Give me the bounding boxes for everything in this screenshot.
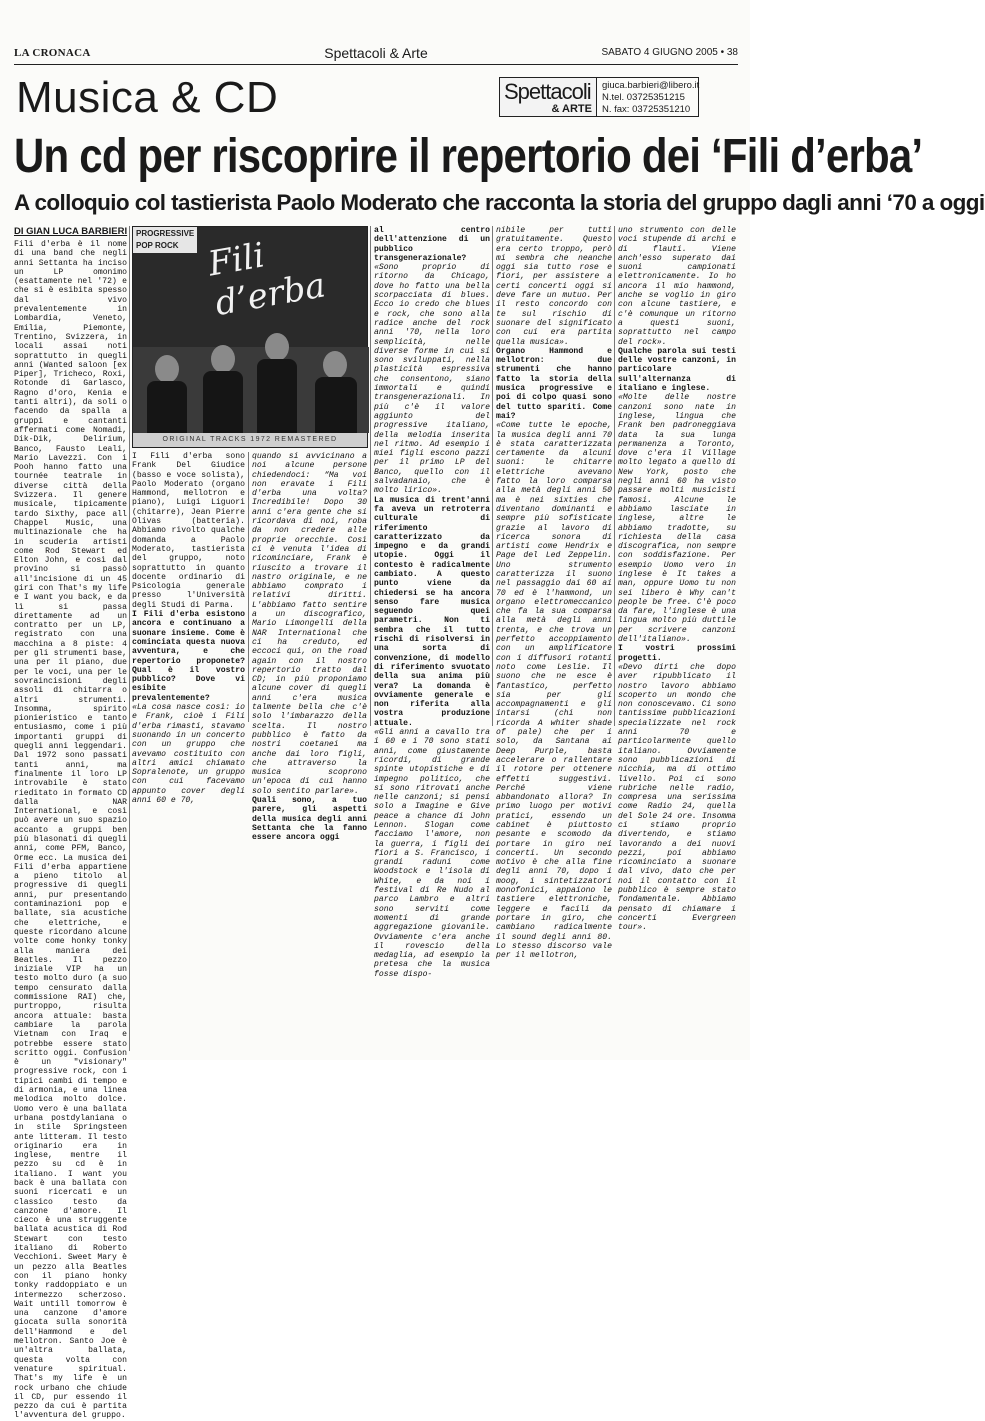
- contact-email[interactable]: giuca.barbieri@libero.it: [602, 80, 700, 91]
- article-paragraph: quando si avvicinano a noi alcune persone chiedendoci: “Ma voi non eravate i Fili d'erba una volta? Incredibile! Dopo 30 anni c'era gente che si ricordava di noi, roba da non credere alle proprie orecchie. Così ci è venuta l'idea di ricominciare, Frank è riuscito a trovare il nastro originale, e ne abbiamo comprato i relativi diritti. L'abbiamo fatto sentire a un discografico, Mario Limongelli della NAR International che ci ha creduto, ed eccoci qui, on the road again con il nostro repertorio tratto dal CD; in più proponiamo alcune cover di quegli anni c'era musica talmente bella che c'è solo l'imbarazzo della scelta. Il nostro pubblico è fatto da nostri coetanei ma anche dai loro figli, che attraverso la musica scoprono un'epoca di cui hanno solo sentito parlare».: [252, 452, 367, 796]
- article-paragraph: nibile per tutti gratuitamente. Questo era certo troppo, però mi sembra che neanche oggi sia tutto rose e fiori, per assistere a certi concerti oggi si deve fare un mutuo. Per il resto concordo con te sul rischio di suonare del significato con cui era partita quella musica».: [496, 226, 612, 347]
- interview-question: I Fili d'erba esistono ancora e continuano a suonare insieme. Come è cominciata questa nuova avventura, e che repertorio proponete? Qual è il vostro pubblico? Dove vi esibite prevalentemente?: [132, 610, 245, 703]
- article-paragraph: uno strumento con delle voci stupende di archi e di flauti. Viene anch'esso superato dai suoni campionati elettronicamente. Io ho ancora il mio hammond, anche se voglio in giro con alcune tastiere, e c'è comunque un ritorno a questi suoni, soprattutto nel campo del rock».: [618, 226, 736, 347]
- date-page: SABATO 4 GIUGNO 2005 • 38: [601, 47, 738, 58]
- column-divider: [614, 226, 615, 726]
- band-members-image: [133, 347, 369, 433]
- album-cover-photo: [132, 226, 368, 448]
- column-divider: [248, 452, 249, 722]
- article-paragraph: «La cosa nasce così: io e Frank, cioè i Fili d'erba rimasti, stavamo suonando in un concerto con un gruppo che avevamo costituito con altri amici chiamato Sopralenote, un gruppo con cui facevamo appunto cover degli anni 60 e 70,: [132, 703, 245, 805]
- column-divider: [492, 226, 493, 726]
- paper-name: LA CRONACA: [14, 47, 91, 59]
- article-column-6: [618, 226, 736, 933]
- article-column-3: [252, 452, 367, 843]
- interview-question: I vostri prossimi progetti.: [618, 644, 736, 663]
- article-paragraph: «Come tutte le epoche, la musica degli anni 70 è stata caratterizzata certamente da alcuni suoni: le chitarre elettriche avevano fatto la loro comparsa alla metà degli anni 50 ma è nei sixties che diventano dominanti e sempre più sofisticate grazie al lavoro di ricerca sonora di artisti come Hendrix e Page del Led Zeppelin. Uno strumento caratterizza il suono nel passaggio dai 60 ai 70 ed è l'hammond, un organo elettromeccanico che fa la sua comparsa alla metà degli anni trenta, e che trova un perfetto accoppiamento con un amplificatore con i diffusori rotanti noto come Leslie. Il suono che ne esce è fantastico, perfetto sia per gli accompagnamenti e gli intarsi (chi non ricorda A whiter shade of pale) che per i solo, da Santana ai Deep Purple, basta accelerare o rallentare il rotore per ottenere effetti suggestivi. Perché viene abbandonato allora? In primo luogo per motivi pratici, essendo un cabinet è piuttosto pesante e scomodo da portare in giro nei concerti. Un secondo motivo è che alla fine degli anni 70, dopo i moog, i sintetizzatori monofonici, appaiono le tastiere elettroniche, leggere e facili da portare in giro, che cambiano radicalmente il sound degli anni 80. Lo stesso discorso vale per il mellotron,: [496, 421, 612, 961]
- contact-tel: N.tel. 03725351215: [602, 92, 685, 103]
- article-paragraph: «Devo dirti che dopo aver ripubblicato il nostro lavoro abbiamo scoperto un mondo che non conoscevamo. Ci sono tantissime pubblicazioni specializzate nel rock anni 70 e particolarmente quello italiano. Ovviamente sono pubblicazioni di nicchia, ma di ottimo livello. Poi ci sono rubriche nelle radio, compresa una serissima come Radio 24, quella del Sole 24 ore. Insomma ci stiamo proprio divertendo, e stiamo lavorando a dei nuovi pezzi, poi abbiamo ricominciato a suonare dal vivo, dato che per noi il contatto con il pubblico è sempre stato fondamentale. Abbiamo pensato di chiamare i concerti Evergreen tour».: [618, 662, 736, 933]
- subheadline: A colloquio col tastierista Paolo Moderato che racconta la storia del gruppo dagli anni ‘70 a oggi: [14, 190, 985, 215]
- masthead-bar: [14, 45, 738, 65]
- column-divider: [370, 226, 371, 726]
- article-paragraph: «Sono proprio di ritorno da Chicago, dove ho fatto una bella scorpacciata di blues. Ecco io credo che blues e rock, che sono alla radice anche del rock anni '70, nella loro semplicità, nelle diverse forme in cui si sono sviluppati, nella plasticità espressiva che consentono, siano immortali e quindi transgenerazionali. In più c'è il valore aggiunto del progressive italiano, della melodia inserita nel ritmo. Ad esempio i miei figli escono pazzi per il primo LP del Banco, quello con il salvadanaio, che è molto lirico».: [374, 263, 490, 496]
- interview-question: Organo Hammond e mellotron: due strumenti che hanno fatto la storia della musica progressive e poi di colpo quasi sono del tutto spariti. Come mai?: [496, 346, 612, 421]
- contact-fax: N. fax: 03725351210: [602, 104, 691, 115]
- section-name: Spettacoli & Arte: [324, 45, 428, 61]
- headline: Un cd per riscoprire il repertorio dei ‘Fili d’erba’: [14, 128, 923, 183]
- section-title: Musica & CD: [16, 73, 279, 122]
- logo-line1: Spettacoli: [504, 79, 591, 104]
- cover-genre-label: PROGRESSIVE POP ROCK: [133, 227, 197, 253]
- article-column-2: [132, 452, 245, 805]
- article-column-5: [496, 226, 612, 961]
- article-column-1: [14, 240, 127, 1421]
- byline: DI GIAN LUCA BARBIERI: [14, 226, 128, 237]
- interview-question: La musica di trent'anni fa aveva un retroterra culturale di riferimento caratterizzato da impegno e da grandi utopie. Oggi il contesto è radicalmente cambiato. A questo punto viene da chiedersi se ha ancora senso fare musica seguendo quei parametri. Non ti sembra che il tutto rischi di risolversi in una sorta di convenzione, di modello di riferimento svuotato della sua anima più vera? La domanda è ovviamente generale e non riferita alla vostra produzione attuale.: [374, 495, 490, 728]
- cover-footer-label: ORIGINAL TRACKS 1972 REMASTERED: [133, 433, 367, 447]
- interview-question: al centro dell'attenzione di un pubblico transgenerazionale?: [374, 226, 490, 263]
- interview-question: Quali sono, a tuo parere, gli aspetti della musica degli anni Settanta che la fanno essere ancora oggi: [252, 795, 367, 843]
- section-logo: [499, 77, 597, 117]
- column-divider: [129, 226, 130, 1051]
- interview-question: Qualche parola sui testi delle vostre canzoni, in particolare sull'alternanza di italiano e inglese.: [618, 346, 736, 394]
- article-paragraph: «Gli anni a cavallo tra i 60 e i 70 sono stati anni, come giustamente ricordi, di grande spinte utopistiche e di impegno politico, che si sono ritrovati anche nelle canzoni; si pensi solo a Imagine e Give peace a chance di John Lennon. Slogan come facciamo l'amore, non la guerra, i figli dei fiori a S. Francisco, i grandi raduni come Woodstock e l'isola di White, e da noi i festival di Re Nudo al parco Lambro e altri sono serviti come momenti di grande aggregazione giovanile. Ovviamente c'era anche il rovescio della medaglia, ad esempio la pretesa che la musica fosse dispo-: [374, 728, 490, 979]
- cover-band-logo: Fili d’erba: [205, 235, 329, 324]
- article-paragraph: «Molte delle nostre canzoni sono nate in inglese, lingua che Frank ben padroneggiava data la sua lunga permanenza a Toronto, dove c'era il Village molto legato a quello di New York, posto che negli anni 60 ha visto passare molti musicisti famosi. Alcune le abbiamo lasciate in inglese, altre le abbiamo tradotte, su richiesta della casa discografica, non sempre con soddisfazione. Per esempio Uomo vero in inglese è It takes a man, oppure Uomo tu non sei libero è Why can't people be free. C'è poco da fare, l'inglese è una lingua molto più duttile per scrivere canzoni dell'italiano».: [618, 393, 736, 645]
- logo-line2: & ARTE: [551, 103, 592, 115]
- article-paragraph: I Fili d'erba sono Frank Del Giudice (basso e voce solista), Paolo Moderato (organo Hammond, mellotron e piano), Luigi Liguori (chitarre), Jean Pierre Olivas (batteria). Abbiamo rivolto qualche domanda a Paolo Moderato, tastierista del gruppo, noto soprattutto in quanto docente ordinario di Psicologia generale presso l'Università degli Studi di Parma.: [132, 452, 245, 610]
- contact-box: [597, 77, 699, 117]
- column-1-text: Fili d'erba è il nome di una band che negli anni Settanta ha inciso un LP omonimo (esattamente nel '72) e che si è esibita spesso dal vivo prevalentemente in Lombardia, Veneto, Emilia, Piemonte, Trentino, Svizzera, in locali assai noti soprattutto in quegli anni (Wanted saloon [ex Piper], Tricheco, Roxi, Rotonde di Garlasco, Ragno d'oro, Kenia e tanti altri), da soli o facendo da spalla a gruppi e cantanti affermati come Nomadi, Dik-Dik, Delirium, Banco, Fausto Leali, Mario Lavezzi. Con i Pooh hanno fatto una tournée teatrale in diverse città della Svizzera. Il genere musicale, tipicamente tardo Sixthy, pace all Chappel Music, una multinazionale che ha in scuderia artisti come Rod Stewart ed Elton John, e così dal provino si passò all'incisione di un 45 giri con That's my life e I want you back, e da lì si passa direttamente ad un contratto per un LP, registrato con una macchina a 8 piste: 4 per gli strumenti base, una per il piano, due per le voci, una per le sovraincisioni degli assoli di chitarra o altri strumenti. Insomma, spirito pionieristico e tanto entusiasmo, come i più importanti gruppi di quegli anni leggendari. Dal 1972 sono passati tanti anni, ma finalmente il loro LP introvabile è stato rieditato in formato CD dalla NAR International, e così può avere un suo spazio accanto a gruppi ben più blasonati di quegli anni, come PFM, Banco, Orme ecc. La musica dei Fili d'erba appartiene a pieno titolo al progressive di quegli anni, pur presentando contaminazioni pop e ballate, sia acustiche che elettriche, e queste ricordano alcune volte come honky tonky alla maniera dei Beatles. Il pezzo iniziale VIP ha un testo molto duro (a suo tempo censurato dalla commissione RAI) che, purtroppo, risulta ancora attuale: basta cambiare la parola Vietnam con Iraq e potrebbe essere stato scritto oggi. Confusion è un "visionary" progressive rock, con i tipici cambi di tempo e di armonia, e una linea melodica molto dolce. Uomo vero è una ballata urbana postdylaniana o in stile Springsteen ante litteram. Il testo originario era in inglese, mentre il pezzo su cd è in italiano. I want you back è una ballata con suoni ricercati e un classico testo da canzone d'amore. Il cieco è una struggente ballata acustica di Rod Stewart con testo italiano di Roberto Vecchioni. Sweet Mary è un pezzo alla Beatles con il piano honky tonky raddoppiato e un intermezzo scherzoso. Wait untill tomorrow è una canzone d'amore giocata sulla sonorità dell'Hammond e del mellotron. Santo Joe è un'altra ballata, questa volta con venature spiritual. That's my life è un rock urbano che chiude il CD, pur essendo il pezzo da cui è partita l'avventura del gruppo.: [14, 240, 127, 1421]
- article-column-4: [374, 226, 490, 979]
